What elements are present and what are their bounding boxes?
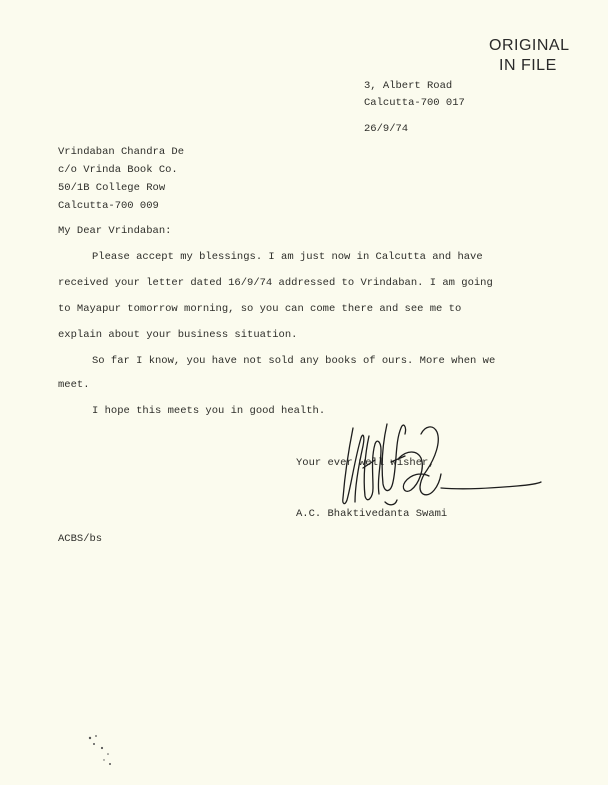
paragraph-2-line-1: So far I know, you have not sold any books of ours. More when we <box>92 355 496 367</box>
reference-initials: ACBS/bs <box>58 533 103 545</box>
sender-address-line-1: 3, Albert Road <box>364 80 453 92</box>
original-in-file-stamp <box>489 36 569 76</box>
sender-address-line-2: Calcutta-700 017 <box>364 97 465 109</box>
valediction: Your ever well wisher, <box>296 457 435 469</box>
recipient-address-line-3: 50/1B College Row <box>58 182 166 194</box>
stamp-line-2: IN FILE <box>499 57 557 74</box>
recipient-name: Vrindaban Chandra De <box>58 146 185 158</box>
paragraph-1-line-4: explain about your business situation. <box>58 329 298 341</box>
stamp-line-1: ORIGINAL <box>489 37 570 54</box>
letter-date: 26/9/74 <box>364 123 409 135</box>
paragraph-1-line-3: to Mayapur tomorrow morning, so you can come there and see me to <box>58 303 462 315</box>
salutation: My Dear Vrindaban: <box>58 225 172 237</box>
signatory-name: A.C. Bhaktivedanta Swami <box>296 508 448 520</box>
paragraph-2-line-2: meet. <box>58 379 90 391</box>
paragraph-1-line-1: Please accept my blessings. I am just now in Calcutta and have <box>92 251 483 263</box>
ink-specks <box>82 732 122 772</box>
handwritten-signature <box>325 398 550 518</box>
paragraph-3-line-1: I hope this meets you in good health. <box>92 405 326 417</box>
recipient-address-line-2: c/o Vrinda Book Co. <box>58 164 178 176</box>
recipient-address-line-4: Calcutta-700 009 <box>58 200 159 212</box>
paragraph-1-line-2: received your letter dated 16/9/74 addressed to Vrindaban. I am going <box>58 277 493 289</box>
